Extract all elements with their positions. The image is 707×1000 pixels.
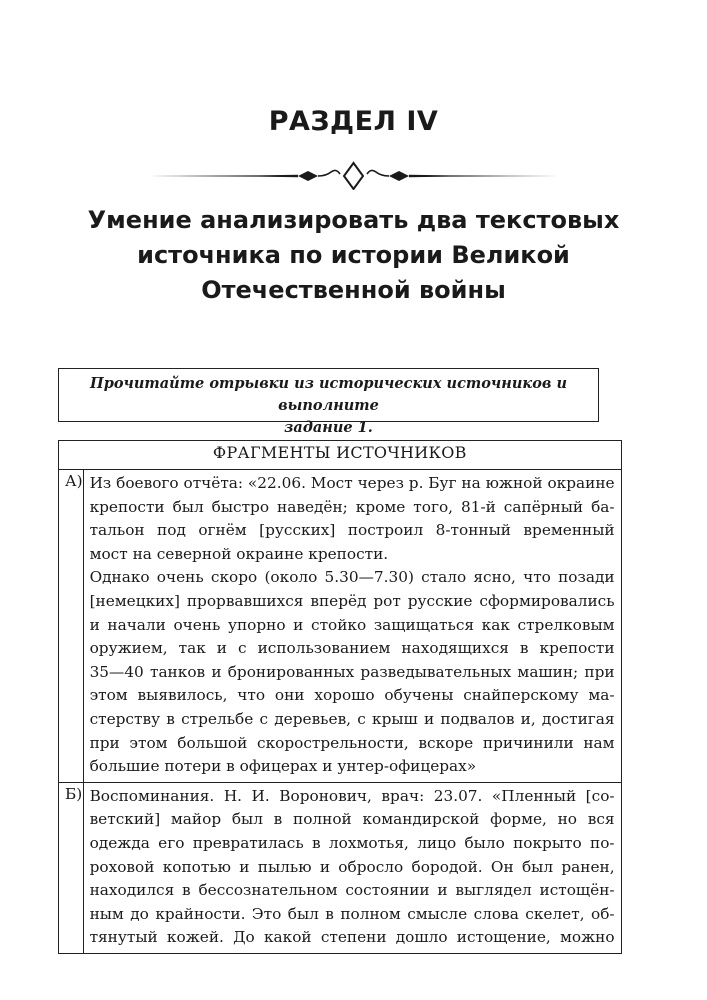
text-line: ветский] майор был в полной командирской форме, но вся bbox=[89, 810, 615, 829]
task-line: Прочитайте отрывки из исторических источников и выполните bbox=[90, 375, 567, 414]
text-line: большие потери в офицерах и унтер-офицерах» bbox=[89, 757, 477, 776]
text-line: Однако очень скоро (около 5.30—7.30) стало ясно, что позади bbox=[89, 568, 615, 587]
ornament-divider bbox=[148, 160, 559, 190]
row-letter: Б) bbox=[59, 782, 84, 953]
text-line: [немецких] прорвавшихся вперёд рот русские сформировались bbox=[89, 591, 615, 610]
source-fragments-table bbox=[58, 440, 622, 954]
task-line: задание 1. bbox=[284, 419, 373, 436]
task-instruction-box bbox=[58, 368, 599, 436]
ornament-center-diamond bbox=[344, 163, 363, 189]
ornament-right-diamond bbox=[389, 171, 409, 181]
ornament-left-diamond bbox=[298, 171, 318, 181]
text-line: мост на северной окраине крепости. bbox=[89, 544, 389, 563]
text-line: крепости был быстро наведён; кроме того, 81-й сапёрный ба- bbox=[89, 497, 615, 516]
text-line: находился в бессознательном состоянии и выглядел истощён- bbox=[89, 881, 615, 900]
ornament-left-rule bbox=[148, 175, 298, 177]
fragment-text bbox=[83, 470, 621, 783]
table-header: ФРАГМЕНТЫ ИСТОЧНИКОВ bbox=[59, 441, 622, 470]
section-title: РАЗДЕЛ IV bbox=[268, 106, 439, 137]
text-line: тянутый кожей. До какой степени дошло истощение, можно bbox=[89, 928, 615, 947]
text-line: тальон под огнём [русских] построил 8-тонный временный bbox=[89, 521, 615, 540]
text-line: оружием, так и с использованием находящихся в крепости bbox=[89, 639, 615, 658]
text-line: ным до крайности. Это был в полном смысле слова скелет, об- bbox=[89, 904, 615, 923]
ornament-right-rule bbox=[409, 175, 559, 177]
subtitle-line: Умение анализировать два текстовых bbox=[87, 206, 620, 234]
table-header-row bbox=[59, 441, 622, 470]
table-row bbox=[59, 470, 622, 783]
subtitle-line: Отечественной войны bbox=[201, 276, 506, 304]
text-line: при этом большой скорострельности, вскоре причинили нам bbox=[89, 733, 615, 752]
subtitle-line: источника по истории Великой bbox=[137, 241, 570, 269]
text-line: 35—40 танков и бронированных разведывательных машин; при bbox=[89, 662, 615, 681]
text-line: этом выявилось, что они хорошо обучены снайперскому ма- bbox=[89, 686, 615, 705]
text-line: Из боевого отчёта: «22.06. Мост через р. Буг на южной окраине bbox=[89, 474, 615, 492]
text-line: одежда его превратилась в лохмотья, лицо было покрыто по- bbox=[89, 833, 615, 852]
fragment-text bbox=[83, 782, 621, 953]
text-line: и начали очень упорно и стойко защищаться как стрелковым bbox=[89, 615, 615, 634]
chapter-subtitle bbox=[40, 203, 667, 308]
text-line: роховой копотью и пылью и обросло бородой. Он был ранен, bbox=[89, 857, 615, 876]
text-line: стерству в стрельбе с деревьев, с крыш и подвалов и, достигая bbox=[89, 709, 615, 728]
text-line: Воспоминания. Н. И. Воронович, врач: 23.07. «Пленный [со- bbox=[89, 786, 615, 805]
table-row bbox=[59, 782, 622, 953]
ornament-left-curl bbox=[318, 170, 340, 176]
ornament-right-curl bbox=[367, 170, 389, 176]
row-letter: А) bbox=[59, 470, 84, 783]
